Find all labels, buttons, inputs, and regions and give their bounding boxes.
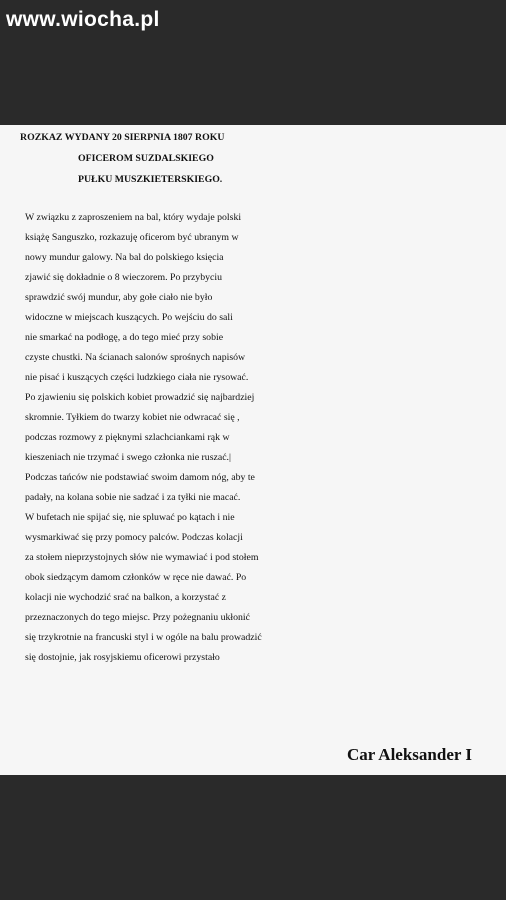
body-line: się trzykrotnie na francuski styl i w ogóle na balu prowadzić — [25, 632, 262, 643]
top-dark-band — [0, 0, 506, 125]
watermark-logo: www.wiocha.pl — [6, 8, 160, 31]
body-line: padały, na kolana sobie nie sadzać i za tyłki nie macać. — [25, 492, 241, 503]
body-line: się dostojnie, jak rosyjskiemu oficerowi przystało — [25, 652, 220, 663]
body-line: kieszeniach nie trzymać i swego członka nie ruszać.| — [25, 452, 231, 463]
body-line: obok siedzącym damom członków w ręce nie dawać. Po — [25, 572, 247, 583]
body-line: nie smarkać na podłogę, a do tego mieć przy sobie — [25, 332, 224, 343]
body-line: nie pisać i kuszących części ludzkiego ciała nie rysować. — [25, 372, 249, 383]
bottom-dark-band — [0, 775, 506, 900]
body-line: wysmarkiwać się przy pomocy palców. Podczas kolacji — [25, 532, 243, 543]
document-page — [0, 125, 506, 775]
document-title-line-2: OFICEROM SUZDALSKIEGO — [78, 153, 214, 164]
body-line: za stołem nieprzystojnych słów nie wymawiać i pod stołem — [25, 552, 259, 563]
body-line: Po zjawieniu się polskich kobiet prowadzić się najbardziej — [25, 392, 255, 403]
signature: Car Aleksander I — [346, 745, 472, 764]
body-line: książę Sanguszko, rozkazuję oficerom być ubranym w — [25, 232, 239, 243]
body-line: Podczas tańców nie podstawiać swoim damom nóg, aby te — [25, 472, 255, 483]
document-title-line-3: PUŁKU MUSZKIETERSKIEGO. — [78, 174, 223, 185]
document-title-line-1: ROZKAZ WYDANY 20 SIERPNIA 1807 ROKU — [20, 132, 225, 143]
body-line: W związku z zaproszeniem na bal, który wydaje polski — [25, 212, 242, 223]
body-line: czyste chustki. Na ścianach salonów sprośnych napisów — [25, 352, 246, 363]
body-line: nowy mundur galowy. Na bal do polskiego księcia — [25, 252, 224, 263]
body-line: sprawdzić swój mundur, aby gołe ciało nie było — [25, 292, 213, 303]
body-line: W bufetach nie spijać się, nie spluwać po kątach i nie — [25, 512, 235, 523]
body-line: przeznaczonych do tego miejsc. Przy pożegnaniu ukłonić — [25, 612, 250, 623]
body-line: skromnie. Tyłkiem do twarzy kobiet nie odwracać się , — [25, 412, 240, 423]
body-line: zjawić się dokładnie o 8 wieczorem. Po przybyciu — [25, 272, 222, 283]
body-line: widoczne w miejscach kuszących. Po wejściu do sali — [25, 312, 233, 323]
body-line: kolacji nie wychodzić srać na balkon, a korzystać z — [25, 592, 227, 603]
body-line: podczas rozmowy z pięknymi szlachciankami rąk w — [25, 432, 230, 443]
